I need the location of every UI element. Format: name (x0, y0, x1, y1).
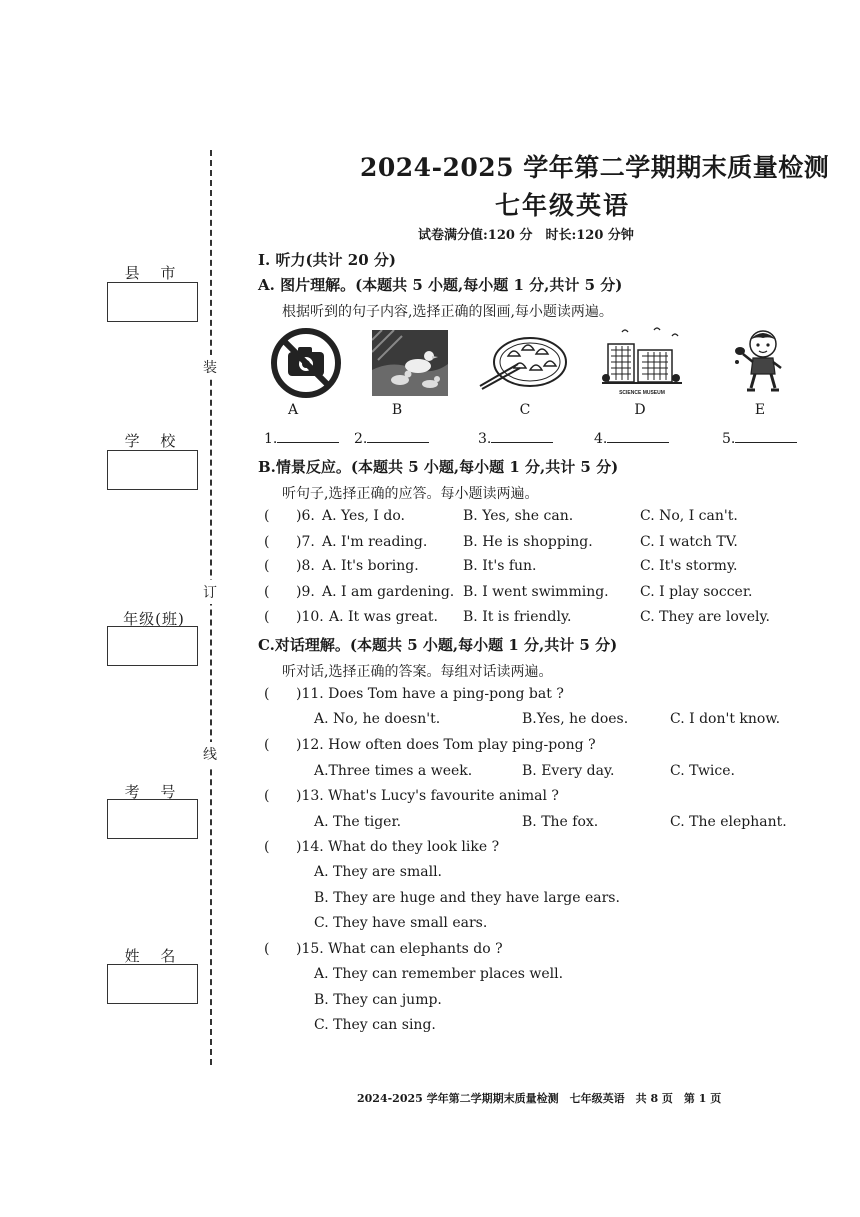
sectionA-instruction: 根据听到的句子内容,选择正确的图画,每小题读两遍。 (282, 304, 613, 320)
option-a: A. I'm reading. (322, 534, 428, 550)
school-label: 学 校 (124, 432, 184, 450)
option-b: B. It is friendly. (463, 609, 572, 625)
question-15: )15. What can elephants do ? (296, 941, 503, 957)
q11-option-b: B.Yes, he does. (522, 711, 629, 727)
science-museum-icon (602, 326, 682, 398)
sectionB-instruction: 听句子,选择正确的应答。每小题读两遍。 (282, 486, 539, 502)
sectionB-title: B.情景反应。(本题共 5 小题,每小题 1 分,共计 5 分) (258, 458, 619, 476)
page-footer: 2024-2025 学年第二学期期末质量检测 七年级英语 共 8 页 第 1 页 (357, 1092, 722, 1105)
q15-option-b: B. They can jump. (314, 992, 442, 1008)
answer-paren[interactable]: ( (264, 508, 270, 524)
question-number: )6. (296, 508, 315, 524)
option-a: A. It's boring. (322, 558, 419, 574)
question-number: )8. (296, 558, 315, 574)
question-13: )13. What's Lucy's favourite animal ? (296, 788, 559, 804)
exam-title: 2024-2025 学年第二学期期末质量检测 (360, 153, 830, 182)
question-11: )11. Does Tom have a ping-pong bat ? (296, 686, 564, 702)
q13-option-c: C. The elephant. (670, 814, 787, 830)
picture-label-c: C (519, 402, 531, 418)
q14-option-c: C. They have small ears. (314, 915, 488, 931)
answer-blank-5[interactable]: 5. (722, 430, 797, 447)
answer-paren[interactable]: ( (264, 609, 270, 625)
dumplings-plate-icon (478, 330, 568, 390)
school-field[interactable] (107, 450, 198, 490)
option-a: A. It was great. (329, 609, 438, 625)
q12-option-c: C. Twice. (670, 763, 735, 779)
answer-paren[interactable]: ( (264, 558, 270, 574)
exam-subtitle: 七年级英语 (495, 191, 631, 220)
answer-paren-13[interactable]: ( (264, 788, 270, 804)
answer-blank-1[interactable]: 1. (264, 430, 339, 447)
q13-option-b: B. The fox. (522, 814, 599, 830)
question-number: )10. (296, 609, 324, 625)
answer-paren-11[interactable]: ( (264, 686, 270, 702)
q15-option-c: C. They can sing. (314, 1017, 436, 1033)
option-c: C. They are lovely. (640, 609, 770, 625)
answer-paren-14[interactable]: ( (264, 839, 270, 855)
picture-label-a: A (287, 402, 299, 418)
picture-label-b: B (391, 402, 403, 418)
binding-char-ding: 订 (203, 580, 217, 604)
picture-label-d: D (634, 402, 646, 418)
binding-dashed-line (210, 150, 212, 1065)
sectionA-title: A. 图片理解。(本题共 5 小题,每小题 1 分,共计 5 分) (258, 276, 623, 294)
answer-paren-15[interactable]: ( (264, 941, 270, 957)
option-a: A. I am gardening. (322, 584, 455, 600)
option-c: C. I watch TV. (640, 534, 738, 550)
name-field[interactable] (107, 964, 198, 1004)
boy-ping-pong-icon (733, 328, 789, 394)
q14-option-a: A. They are small. (314, 864, 442, 880)
question-12: )12. How often does Tom play ping-pong ? (296, 737, 596, 753)
sectionC-instruction: 听对话,选择正确的答案。每组对话读两遍。 (282, 664, 553, 680)
no-camera-icon (268, 328, 344, 398)
q11-option-a: A. No, he doesn't. (314, 711, 441, 727)
option-b: B. It's fun. (463, 558, 537, 574)
exam-number-field[interactable] (107, 799, 198, 839)
q14-option-b: B. They are huge and they have large ears. (314, 890, 620, 906)
question-14: )14. What do they look like ? (296, 839, 500, 855)
q13-option-a: A. The tiger. (314, 814, 402, 830)
option-b: B. Yes, she can. (463, 508, 574, 524)
q12-option-a: A.Three times a week. (314, 763, 473, 779)
answer-paren-12[interactable]: ( (264, 737, 270, 753)
ducks-picture-icon (372, 330, 448, 396)
binding-char-zhuang: 装 (203, 355, 217, 379)
q11-option-c: C. I don't know. (670, 711, 781, 727)
option-c: C. It's stormy. (640, 558, 738, 574)
answer-blank-2[interactable]: 2. (354, 430, 429, 447)
q12-option-b: B. Every day. (522, 763, 615, 779)
answer-blank-4[interactable]: 4. (594, 430, 669, 447)
option-a: A. Yes, I do. (322, 508, 405, 524)
county-city-field[interactable] (107, 282, 198, 322)
option-b: B. I went swimming. (463, 584, 609, 600)
answer-blank-3[interactable]: 3. (478, 430, 553, 447)
grade-class-field[interactable] (107, 626, 198, 666)
question-number: )9. (296, 584, 315, 600)
name-label: 姓 名 (124, 947, 184, 965)
option-c: C. No, I can't. (640, 508, 738, 524)
binding-char-xian: 线 (203, 742, 217, 766)
county-city-label: 县 市 (124, 264, 184, 282)
option-c: C. I play soccer. (640, 584, 753, 600)
q15-option-a: A. They can remember places well. (314, 966, 564, 982)
exam-info: 试卷满分值:120 分 时长:120 分钟 (418, 228, 634, 243)
sectionC-title: C.对话理解。(本题共 5 小题,每小题 1 分,共计 5 分) (258, 636, 618, 654)
part1-title: Ⅰ. 听力(共计 20 分) (258, 251, 396, 269)
question-number: )7. (296, 534, 315, 550)
museum-sign-text: SCIENCE MUSEUM (619, 390, 665, 396)
picture-label-e: E (754, 402, 766, 418)
grade-class-label: 年级(班) (123, 610, 185, 628)
option-b: B. He is shopping. (463, 534, 593, 550)
answer-paren[interactable]: ( (264, 534, 270, 550)
exam-number-label: 考 号 (124, 783, 184, 801)
answer-paren[interactable]: ( (264, 584, 270, 600)
